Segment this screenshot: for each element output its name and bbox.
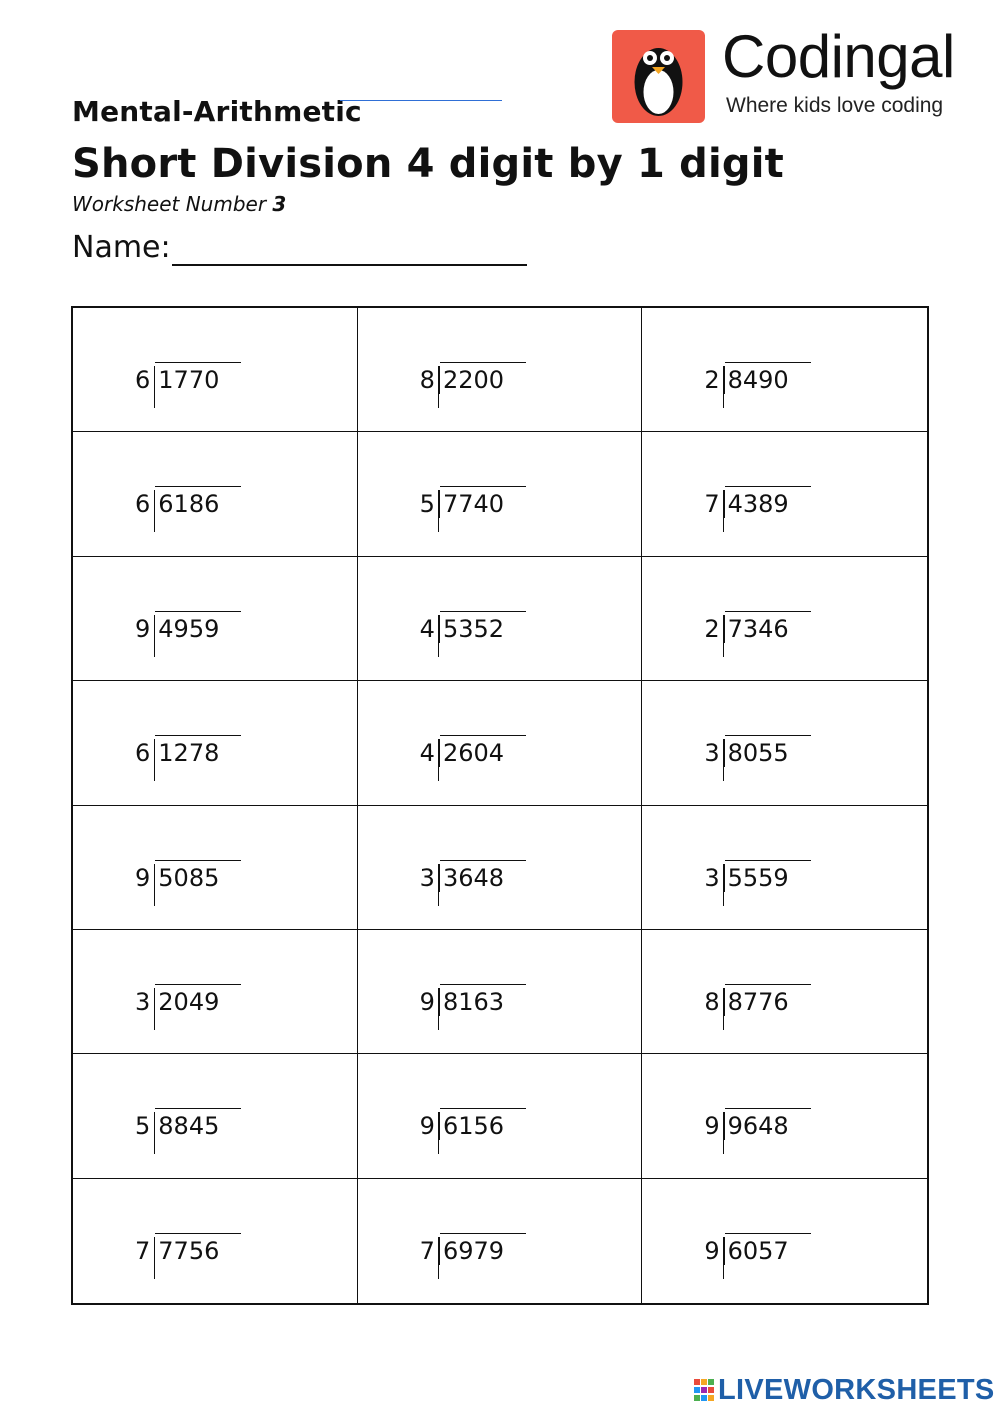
brand-tagline: Where kids love coding (726, 94, 944, 117)
division-problem (135, 490, 219, 518)
divisor: 9 (419, 1112, 435, 1141)
divisor: 7 (419, 1236, 435, 1265)
divisor: 3 (419, 863, 435, 892)
problem-cell (73, 308, 358, 432)
dividend: 4389 (724, 490, 789, 518)
divisor: 5 (419, 490, 435, 519)
divisor: 3 (135, 987, 151, 1016)
problem-cell (642, 557, 927, 681)
problem-cell (642, 1054, 927, 1178)
dividend: 9648 (724, 1112, 789, 1140)
divisor: 5 (135, 1112, 151, 1141)
problem-cell (642, 930, 927, 1054)
division-problem (135, 864, 219, 892)
divisor: 7 (704, 490, 720, 519)
divisor: 8 (704, 987, 720, 1016)
division-problem (135, 1112, 219, 1140)
division-problem (420, 988, 504, 1016)
divisor: 9 (135, 863, 151, 892)
problem-cell (642, 806, 927, 930)
division-problem (420, 490, 504, 518)
division-problem (704, 615, 788, 643)
problems-table (71, 306, 929, 1305)
problem-cell (73, 930, 358, 1054)
division-problem (135, 366, 219, 394)
worksheet-number (72, 192, 286, 216)
worksheet-title: Short Division 4 digit by 1 digit (72, 141, 784, 187)
problem-cell (358, 308, 643, 432)
divisor: 2 (704, 614, 720, 643)
division-problem (704, 739, 788, 767)
division-problem (135, 615, 219, 643)
problem-cell (73, 557, 358, 681)
dividend: 7756 (154, 1237, 219, 1265)
problem-cell (358, 557, 643, 681)
problem-cell (642, 432, 927, 556)
name-input-line[interactable] (172, 264, 527, 266)
divisor: 4 (419, 614, 435, 643)
dividend: 5352 (439, 615, 504, 643)
division-problem (704, 1237, 788, 1265)
penguin-icon (612, 30, 705, 123)
problem-cell (73, 806, 358, 930)
divisor: 2 (704, 366, 720, 394)
dividend: 5085 (154, 864, 219, 892)
dividend: 5559 (724, 864, 789, 892)
dividend: 6979 (439, 1237, 504, 1265)
worksheet-number-value: 3 (272, 192, 287, 216)
problem-cell (73, 681, 358, 805)
division-problem (135, 988, 219, 1016)
divisor: 7 (135, 1236, 151, 1265)
division-problem (704, 366, 788, 394)
dividend: 8845 (154, 1112, 219, 1140)
dividend: 2200 (439, 366, 504, 394)
problem-cell (358, 930, 643, 1054)
divisor: 6 (135, 366, 151, 394)
problem-cell (642, 1179, 927, 1303)
divisor: 9 (704, 1112, 720, 1141)
problem-cell (73, 1054, 358, 1178)
problem-cell (73, 432, 358, 556)
problem-cell (358, 681, 643, 805)
dividend: 6156 (439, 1112, 504, 1140)
problem-cell (73, 1179, 358, 1303)
division-problem (135, 739, 219, 767)
dividend: 8055 (724, 739, 789, 767)
divisor: 9 (135, 614, 151, 643)
dividend: 4959 (154, 615, 219, 643)
dividend: 2604 (439, 739, 504, 767)
footer-brand: LIVEWORKSHEETS (718, 1374, 995, 1406)
dividend: 8776 (724, 988, 789, 1016)
problem-cell (358, 1179, 643, 1303)
division-problem (420, 1237, 504, 1265)
problem-cell (642, 681, 927, 805)
problem-cell (358, 1054, 643, 1178)
division-problem (420, 615, 504, 643)
divisor: 9 (704, 1236, 720, 1265)
brand-name: Codingal (722, 23, 955, 90)
divisor: 6 (135, 739, 151, 768)
footer-logo (694, 1374, 995, 1407)
division-problem (704, 490, 788, 518)
dividend: 7740 (439, 490, 504, 518)
problem-cell (358, 432, 643, 556)
division-problem (420, 739, 504, 767)
link-underline (340, 100, 502, 101)
dividend: 8163 (439, 988, 504, 1016)
dividend: 2049 (154, 988, 219, 1016)
divisor: 3 (704, 863, 720, 892)
subject-heading: Mental-Arithmetic (72, 95, 362, 128)
problem-cell (358, 806, 643, 930)
problem-cell (642, 308, 927, 432)
divisor: 3 (704, 739, 720, 768)
division-problem (420, 864, 504, 892)
dividend: 6186 (154, 490, 219, 518)
dividend: 6057 (724, 1237, 789, 1265)
dividend: 8490 (724, 366, 789, 394)
division-problem (704, 864, 788, 892)
divisor: 4 (419, 739, 435, 768)
liveworksheets-icon (694, 1379, 716, 1403)
division-problem (704, 988, 788, 1016)
name-label: Name: (72, 230, 171, 265)
division-problem (420, 366, 504, 394)
dividend: 7346 (724, 615, 789, 643)
divisor: 8 (419, 366, 435, 394)
dividend: 1770 (154, 366, 219, 394)
dividend: 3648 (439, 864, 504, 892)
worksheet-number-label: Worksheet Number (72, 192, 267, 216)
division-problem (420, 1112, 504, 1140)
divisor: 9 (419, 987, 435, 1016)
divisor: 6 (135, 490, 151, 519)
dividend: 1278 (154, 739, 219, 767)
division-problem (704, 1112, 788, 1140)
division-problem (135, 1237, 219, 1265)
